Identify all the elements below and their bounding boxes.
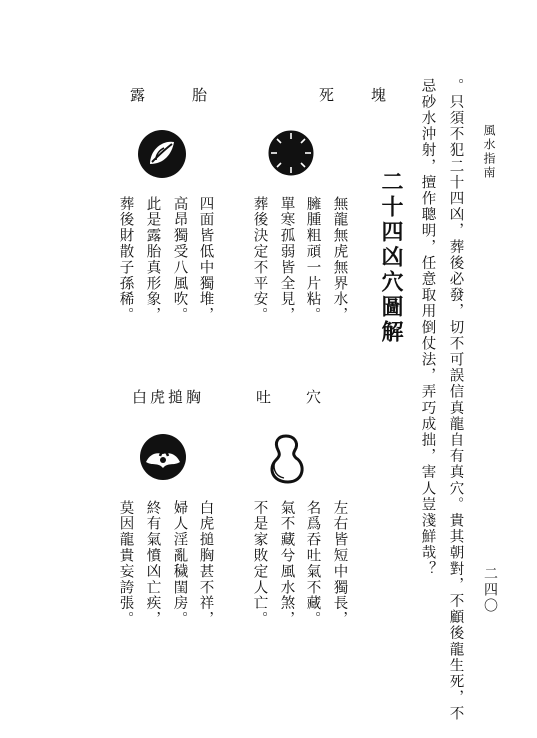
label-spit-cave: 吐 穴 [256,388,322,406]
entry1-col-b-line-2: 高昂獨受八風吹。 [171,196,188,324]
label-exposed-womb: 露 胎 [130,86,208,104]
page-number: 二四〇 [482,566,498,614]
leaf-mound-icon [136,128,188,180]
sunburst-icon [266,128,316,178]
entry2-col-b-line-3: 終有氣憤凶亡疾， [144,500,161,628]
intro-line-2: 忌砂水沖射，擅作聰明，任意取用倒仗法，弄巧成拙，害人豈淺鮮哉？ [419,78,436,578]
entry1-col-a-line-4: 葬後決定不平安。 [251,196,268,324]
entry2-col-a-line-4: 不是家敗定人亡。 [251,500,268,628]
entry1-col-b-line-1: 四面皆低中獨堆， [197,196,214,324]
entry1-col-a-line-1: 無龍無虎無界水， [331,196,348,324]
entry2-col-b-line-4: 莫因龍貴妄誇張。 [117,500,134,628]
label-white-tiger-chest: 白虎搥胸 [132,388,205,406]
book-title: 風水指南 [482,124,496,180]
entry2-col-a-line-2: 名爲吞吐氣不藏。 [304,500,321,628]
entry1-label-full: 塊 [0,0,1,1]
entry2-label-full: 穴 [0,1,1,2]
label-block-dead: 死 塊 [319,86,387,104]
section-title: 二十四凶穴圖解 [378,170,404,345]
intro-line-1: 。只須不犯二十四凶，葬後必發，切不可誤信真龍自有真穴。貴其朝對，不顧後龍生死，不 [447,78,464,722]
entry2-col-a-line-1: 左右皆短中獨長， [331,500,348,628]
entry2-col-a-line-3: 氣不藏兮風水煞， [278,500,295,628]
entry1-col-a-line-3: 單寒孤弱皆全見， [278,196,295,324]
entry1-col-b-line-3: 此是露胎真形象， [144,196,161,324]
entry2-col-b-line-2: 婦人淫亂穢閨房。 [171,500,188,628]
fist-mound-icon [136,432,190,482]
entry2-col-b-line-1: 白虎搥胸甚不祥， [197,500,214,628]
gourd-outline-icon [262,432,312,486]
entry1-col-a-line-2: 臃腫粗頑一片粘。 [304,196,321,324]
entry1-col-b-line-4: 葬後財散子孫稀。 [117,196,134,324]
entry1-icon-name [1,0,2,1]
